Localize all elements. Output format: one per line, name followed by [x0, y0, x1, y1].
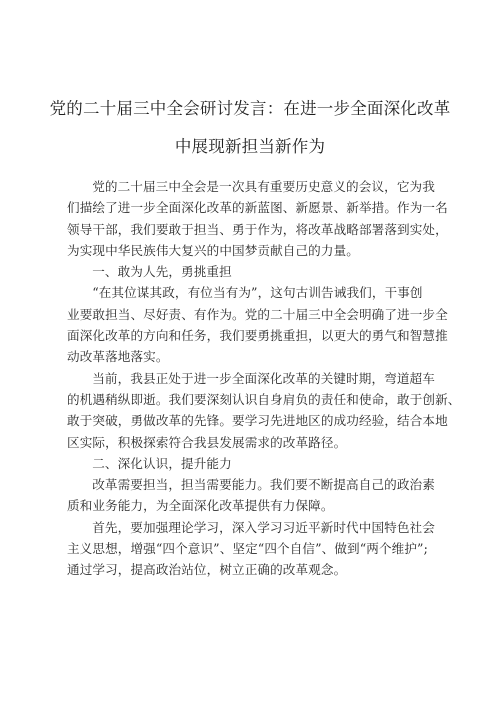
paragraph-line: 通过学习，提高政治站位，树立正确的改革观念。: [67, 562, 347, 578]
document-title-line-2: 中展现新担当新作为: [174, 137, 326, 156]
paragraph-line: 党的二十届三中全会是一次具有重要历史意义的会议，它为我: [92, 179, 435, 194]
paragraph-line: 首先，要加强理论学习，深入学习习近平新时代中国特色社会: [92, 519, 435, 535]
paragraph-line: 区实际，积极探索符合我县发展需求的改革路径。: [67, 434, 347, 450]
paragraph-line: 改革需要担当，担当需要能力。我们要不断提高自己的政治素: [92, 477, 435, 493]
section1-paragraph-1: [67, 282, 448, 367]
paragraph-line: 质和业务能力，为全面深化改革提供有力保障。: [67, 498, 334, 514]
paragraph-line: 为实现中华民族伟大复兴的中国梦贡献自己的力量。: [67, 242, 359, 258]
paragraph-line: 领导干部，我们要敢于担当、勇于作为，将改革战略部署落到实处，: [67, 221, 448, 237]
intro-paragraph: [67, 176, 448, 261]
section-heading: 一、敢为人先，勇挑重担: [92, 264, 232, 280]
section1-paragraph-2: [67, 368, 461, 453]
paragraph-line: 面深化改革的方向和任务，我们要勇挑重担，以更大的勇气和智慧推: [67, 328, 448, 344]
paragraph-line: 业要敢担当、尽好责、有作为。党的二十届三中全会明确了进一步全: [67, 306, 448, 322]
paragraph-line: “在其位谋其政，有位当有为”，这句古训告诫我们，干事创: [92, 285, 423, 301]
paragraph-line: 当前，我县正处于进一步全面深化改革的关键时期，弯道超车: [92, 370, 435, 386]
section-heading: 二、深化认识，提升能力: [92, 455, 232, 471]
document-body: [67, 176, 461, 581]
paragraph-line: 动改革落地落实。: [67, 349, 169, 365]
document-title-line-1: 党的二十届三中全会研讨发言：在进一步全面深化改革: [49, 99, 451, 118]
paragraph-line: 的机遇稍纵即逝。我们要深刻认识自身肩负的责任和使命，敢于创新、: [67, 391, 461, 407]
section2-paragraph-1: [67, 474, 433, 517]
section2-paragraph-2: [67, 517, 433, 581]
paragraph-line: 主义思想，增强“四个意识”、坚定“四个自信”、做到“两个维护”;: [67, 541, 428, 557]
paragraph-line: 们描绘了进一步全面深化改革的新蓝图、新愿景、新举措。作为一名: [67, 200, 448, 216]
paragraph-line: 敢于突破，勇做改革的先锋。要学习先进地区的成功经验，结合本地: [67, 413, 448, 429]
